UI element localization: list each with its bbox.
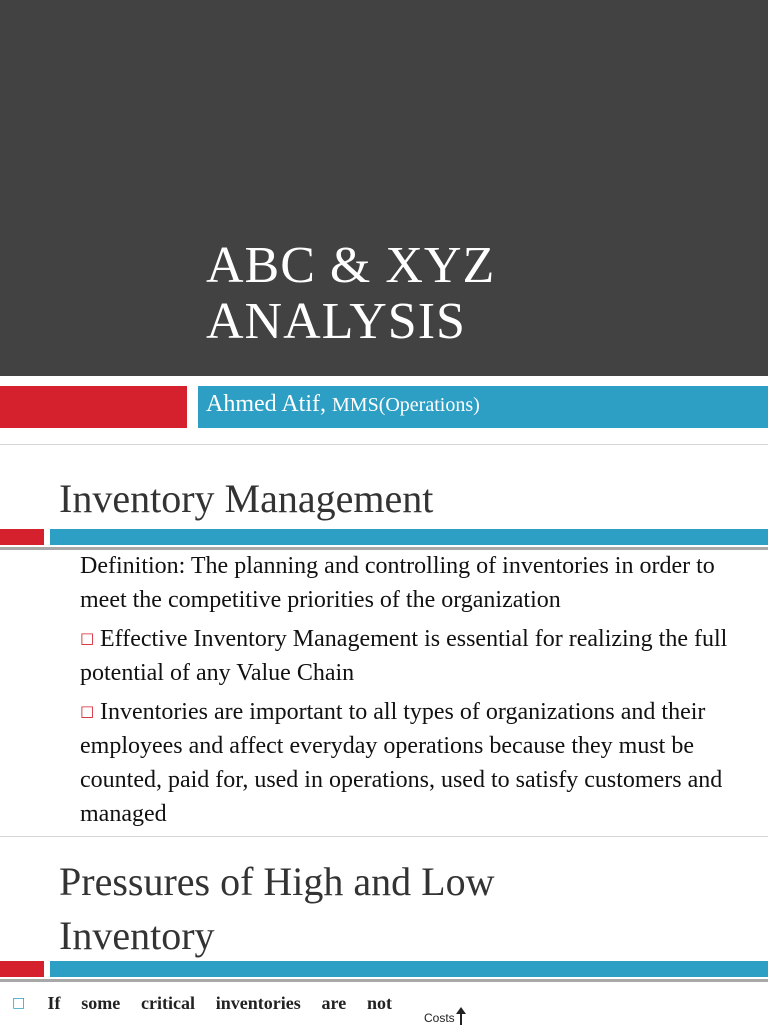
red-accent-bar bbox=[0, 961, 44, 977]
bullet-text: Effective Inventory Management is essential for realizing the full potential of any Value Chain bbox=[80, 626, 728, 686]
title-line-2: ANALYSIS bbox=[206, 293, 466, 350]
hollow-square-icon: □ bbox=[12, 995, 42, 1011]
bullet-text: If some critical inventories are not bbox=[47, 993, 392, 1013]
hollow-square-icon: □ bbox=[80, 629, 95, 647]
bullet-item bbox=[80, 694, 750, 829]
slide-title: Inventory Management bbox=[59, 476, 434, 521]
bullet-item bbox=[80, 621, 750, 690]
blue-accent-bar bbox=[50, 529, 768, 545]
title-line-2: Inventory bbox=[59, 913, 215, 958]
bullet-item bbox=[12, 989, 392, 1017]
presentation-subtitle bbox=[206, 391, 480, 418]
title-slide bbox=[0, 0, 768, 432]
title-line-1: ABC & XYZ bbox=[206, 237, 496, 294]
divider-line bbox=[0, 979, 768, 982]
title-line-1: Pressures of High and Low bbox=[59, 859, 495, 904]
graph-axis-label: Costs bbox=[424, 1011, 455, 1025]
slide-title bbox=[59, 855, 495, 963]
hollow-square-icon: □ bbox=[80, 702, 95, 720]
red-accent-bar bbox=[0, 386, 187, 428]
author-name: Ahmed Atif, bbox=[206, 391, 326, 417]
pressures-slide bbox=[0, 836, 768, 1025]
author-detail: MMS(Operations) bbox=[332, 394, 480, 416]
arrow-up-icon bbox=[460, 1013, 462, 1025]
bullet-text: Inventories are important to all types of organizations and their employees and affect everyday operations because they must be counted, paid for, used in operations, used to satisfy customers and managed bbox=[80, 699, 723, 827]
red-accent-bar bbox=[0, 529, 44, 545]
definition-paragraph: Definition: The planning and controlling of inventories in order to meet the competitive priorities of the organization bbox=[80, 553, 715, 613]
presentation-title bbox=[206, 238, 495, 350]
blue-accent-bar bbox=[50, 961, 768, 977]
inventory-management-slide bbox=[0, 444, 768, 829]
slide-body bbox=[80, 549, 750, 829]
